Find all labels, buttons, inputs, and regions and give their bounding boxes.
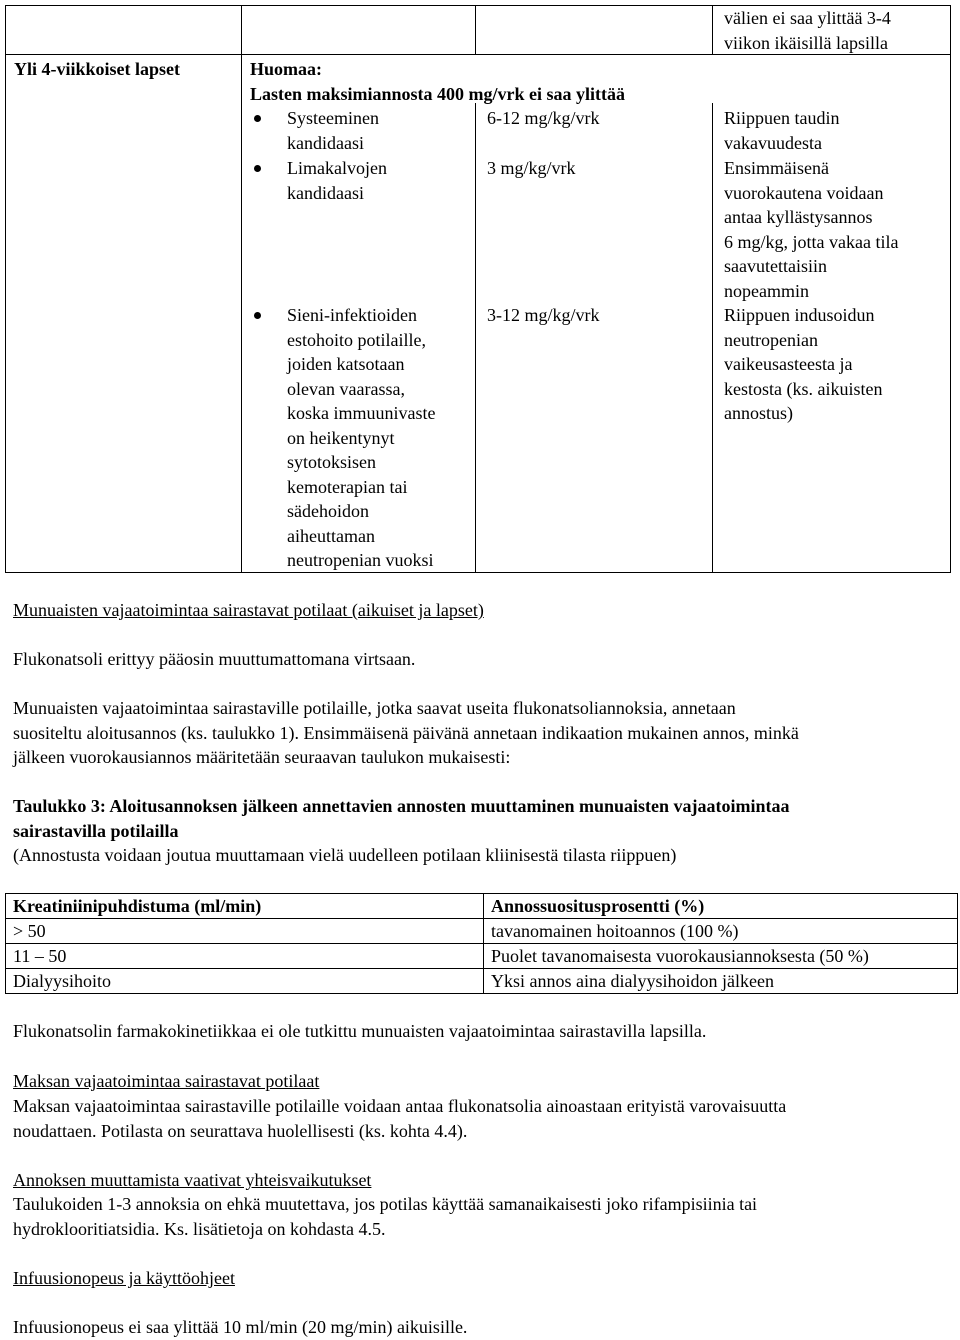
- infusion-text: Infuusionopeus ei saa ylittää 10 ml/min (20 mg/min) aikuisille.: [13, 1317, 468, 1337]
- table-cell: > 50: [6, 919, 484, 944]
- bullet-icon: [254, 115, 261, 122]
- indication-text: Limakalvojen kandidaasi: [287, 158, 387, 203]
- liver-heading: Maksan vajaatoimintaa sairastavat potilaat: [13, 1071, 320, 1091]
- dosing-table: [5, 5, 951, 573]
- table-row: [6, 969, 958, 994]
- indication-text: Systeeminen kandidaasi: [287, 108, 379, 153]
- renal-dosage-table: [5, 893, 958, 994]
- column-header: Kreatiniinipuhdistuma (ml/min): [6, 894, 484, 919]
- table-cell: Yksi annos aina dialyysihoidon jälkeen: [484, 969, 958, 994]
- table-row: [6, 944, 958, 969]
- table-title: Taulukko 3: Aloitusannoksen jälkeen annettavien annosten muuttaminen munuaisten vajaatoimintaa sairastavilla potilailla: [13, 796, 790, 841]
- renal-paragraph-3: Flukonatsolin farmakokinetiikkaa ei ole tutkittu munuaisten vajaatoimintaa sairastavilla lapsilla.: [13, 1021, 707, 1041]
- table-cell: Puolet tavanomaisesta vuorokausiannoksesta (50 %): [484, 944, 958, 969]
- liver-text: Maksan vajaatoimintaa sairastaville potilaille voidaan antaa flukonatsolia ainoastaan erityistä varovaisuutta noudattaen. Potilasta on seurattava huolellisesti (ks. kohta 4.4).: [13, 1096, 787, 1141]
- table-divider: [241, 6, 242, 572]
- note-text: Lasten maksimiannosta 400 mg/vrk ei saa ylittää: [250, 84, 626, 104]
- dose-text: 6-12 mg/kg/vrk: [487, 108, 600, 128]
- comment-text: Ensimmäisenä vuorokautena voidaan antaa kyllästysannos 6 mg/kg, jotta vakaa tila saavutettaisiin nopeammin: [724, 158, 899, 301]
- table-divider: [712, 6, 713, 54]
- table-cell: 11 – 50: [6, 944, 484, 969]
- table-divider: [712, 103, 713, 572]
- group-label: Yli 4-viikkoiset lapset: [14, 59, 181, 79]
- renal-paragraph-2: Munuaisten vajaatoimintaa sairastaville potilaille, jotka saavat useita flukonatsoliannoksia, annetaan suositeltu aloitusannos (ks. taulukko 1). Ensimmäisenä päivänä annetaan indikaation mukainen annos, minkä jälkeen vuorokausiannos määritetään seuraavan taulukon mukaisesti:: [13, 698, 799, 767]
- table-header-row: [6, 894, 958, 919]
- comment-text: Riippuen taudin vakavuudesta: [724, 108, 840, 153]
- table-divider: [475, 103, 476, 572]
- bullet-icon: [254, 165, 261, 172]
- indication-text: Sieni-infektioiden estohoito potilaille, joiden katsotaan olevan vaarassa, koska immuunivaste on heikentynyt sytotoksisen kemoterapian tai sädehoidon aiheuttaman neutropenian vuoksi: [287, 305, 436, 570]
- renal-paragraph-1: Flukonatsoli erittyy pääosin muuttumattomana virtsaan.: [13, 649, 416, 669]
- bullet-icon: [254, 312, 261, 319]
- column-header: Annossuositusprosentti (%): [484, 894, 958, 919]
- table-subtitle: (Annostusta voidaan joutua muuttamaan vielä uudelleen potilaan kliinisestä tilasta riippuen): [13, 845, 677, 865]
- table-row: [6, 919, 958, 944]
- renal-heading: Munuaisten vajaatoimintaa sairastavat potilaat (aikuiset ja lapset): [13, 600, 484, 620]
- table-cell: tavanomainen hoitoannos (100 %): [484, 919, 958, 944]
- comment-text: Riippuen indusoidun neutropenian vaikeusasteesta ja kestosta (ks. aikuisten annostus): [724, 305, 883, 423]
- continued-note: välien ei saa ylittää 3-4 viikon ikäisillä lapsilla: [724, 8, 891, 53]
- dose-text: 3-12 mg/kg/vrk: [487, 305, 600, 325]
- table-divider: [475, 6, 476, 54]
- interactions-text: Taulukoiden 1-3 annoksia on ehkä muutettava, jos potilas käyttää samanaikaisesti joko rifampisiinia tai hydroklooritiatsidia. Ks. lisätietoja on kohdasta 4.5.: [13, 1194, 758, 1239]
- infusion-heading: Infuusionopeus ja käyttöohjeet: [13, 1268, 235, 1288]
- table-cell: Dialyysihoito: [6, 969, 484, 994]
- interactions-heading: Annoksen muuttamista vaativat yhteisvaikutukset: [13, 1170, 372, 1190]
- note-title: Huomaa:: [250, 59, 322, 79]
- dose-text: 3 mg/kg/vrk: [487, 158, 576, 178]
